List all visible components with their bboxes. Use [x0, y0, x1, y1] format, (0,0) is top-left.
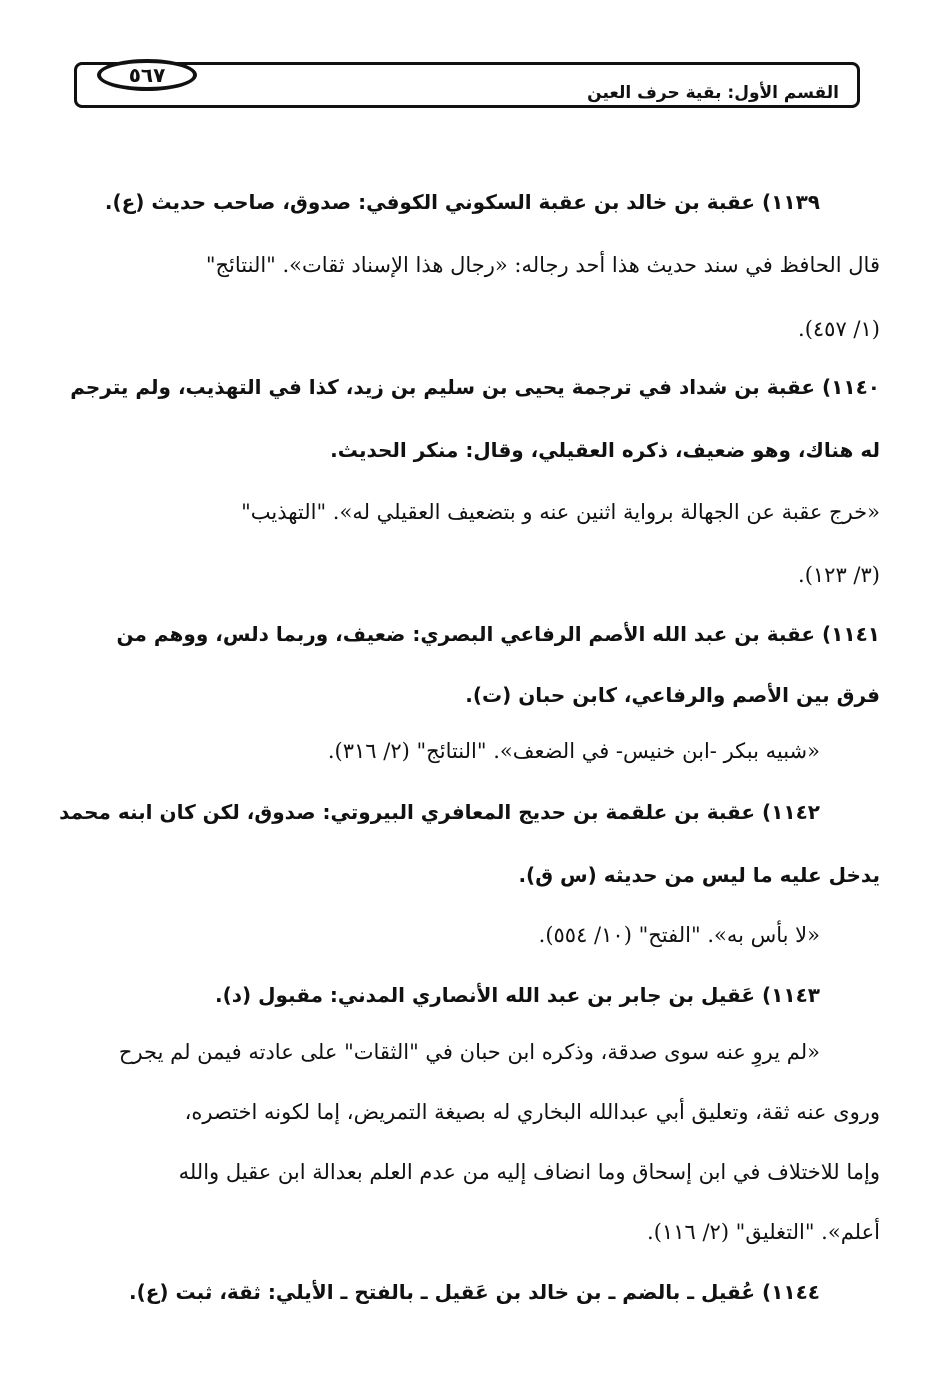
text-line: له هناك، وهو ضعيف، ذكره العقيلي، وقال: منكر الحديث. — [330, 438, 880, 462]
text-line: «لا بأس به». "الفتح" (١٠/ ٥٥٤). — [538, 923, 820, 947]
text-line: «خرج عقبة عن الجهالة برواية اثنين عنه و بتضعيف العقيلي له». "التهذيب" — [241, 500, 880, 524]
text-line: «شبيه ببكر -ابن خنيس- في الضعف». "النتائج" (٢/ ٣١٦). — [327, 739, 820, 763]
text-line: يدخل عليه ما ليس من حديثه (س ق). — [518, 863, 880, 887]
text-line: قال الحافظ في سند حديث هذا أحد رجاله: «رجال هذا الإسناد ثقات». "النتائج" — [205, 253, 880, 277]
text-line: ١١٤٢) عقبة بن علقمة بن حديج المعافري البيروتي: صدوق، لكن كان ابنه محمد — [59, 800, 820, 824]
text-line: ١١٣٩) عقبة بن خالد بن عقبة السكوني الكوفي: صدوق، صاحب حديث (ع). — [104, 190, 820, 214]
text-line: فرق بين الأصم والرفاعي، كابن حبان (ت). — [465, 683, 880, 707]
text-line: ١١٤١) عقبة بن عبد الله الأصم الرفاعي البصري: ضعيف، وربما دلس، ووهم من — [116, 622, 880, 646]
text-line: ١١٤٠) عقبة بن شداد في ترجمة يحيى بن سليم بن زيد، كذا في التهذيب، ولم يترجم — [70, 375, 880, 399]
text-line: ١١٤٤) عُقيل ـ بالضم ـ بن خالد بن عَقيل ـ بالفتح ـ الأيلي: ثقة، ثبت (ع). — [129, 1280, 820, 1304]
text-line: «لم يروِ عنه سوى صدقة، وذكره ابن حبان في "الثقات" على عادته فيمن لم يجرح — [118, 1040, 820, 1064]
text-line: (١/ ٤٥٧). — [798, 317, 880, 341]
text-line: وروى عنه ثقة، وتعليق أبي عبدالله البخاري له بصيغة التمريض، إما لكونه اختصره، — [184, 1100, 880, 1124]
text-line: وإما للاختلاف في ابن إسحاق وما انضاف إليه من عدم العلم بعدالة ابن عقيل والله — [178, 1160, 880, 1184]
text-line: (٣/ ١٢٣). — [798, 563, 880, 587]
page-number: ٥٦٧ — [97, 59, 197, 91]
text-line: أعلم». "التغليق" (٢/ ١١٦). — [647, 1220, 880, 1244]
section-title: القسم الأول: بقية حرف العين — [587, 83, 839, 103]
page-header — [74, 62, 860, 108]
text-line: ١١٤٣) عَقيل بن جابر بن عبد الله الأنصاري المدني: مقبول (د). — [215, 983, 820, 1007]
